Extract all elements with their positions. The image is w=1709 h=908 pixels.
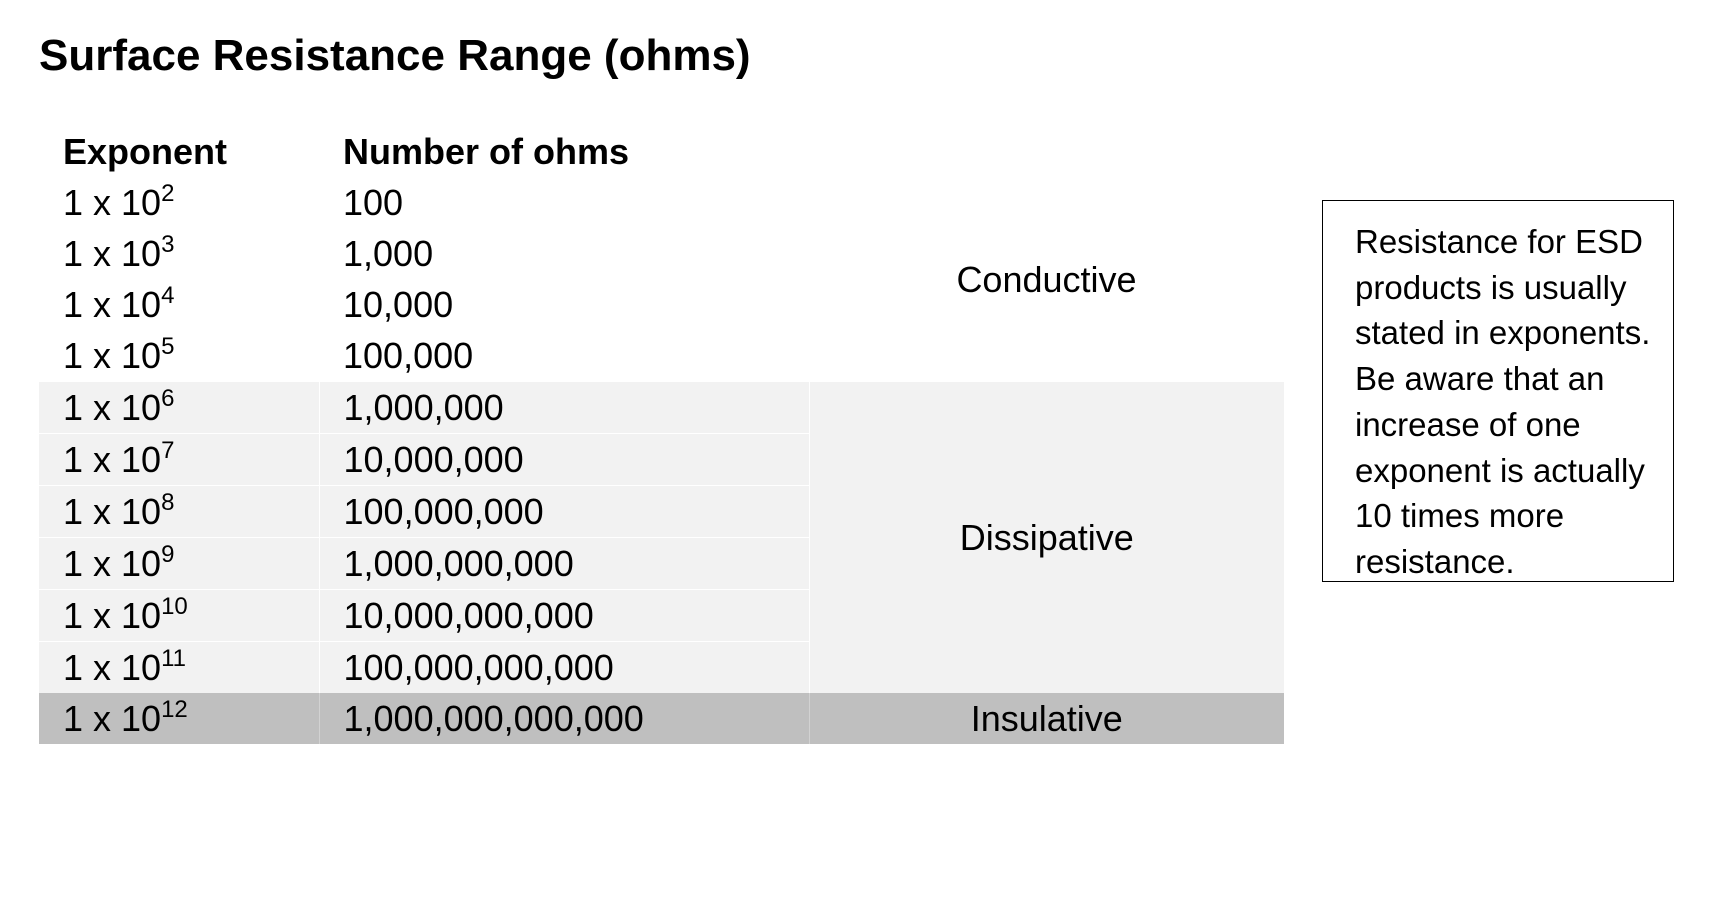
ohms-cell: 1,000,000,000,000 xyxy=(319,693,809,744)
ohms-cell: 100,000,000 xyxy=(319,486,809,538)
exponent-power: 12 xyxy=(161,696,188,723)
exponent-cell: 1 x $10^5$ xyxy=(63,333,175,376)
exponent-power: 6 xyxy=(161,385,175,412)
exponent-power: 3 xyxy=(161,231,175,258)
note-line: Resistance for ESD xyxy=(1355,223,1643,260)
exponent-cell: 1 x $10^4$ xyxy=(63,282,175,325)
note-line: products is usually xyxy=(1355,268,1627,306)
exponent-cell: 1 x $10^8$ xyxy=(39,486,319,538)
category-insulative: Insulative xyxy=(809,693,1284,744)
ohms-column-header: Number of ohms xyxy=(343,131,630,172)
ohms-cell: 1,000,000,000 xyxy=(319,538,809,590)
note-line: Be aware that an xyxy=(1355,360,1605,398)
exponent-power: 7 xyxy=(161,437,175,464)
exponent-power: 2 xyxy=(161,180,175,207)
exponent-cell: 1 x $10^9$ xyxy=(39,538,319,590)
classification-column-header xyxy=(809,126,1284,177)
ohms-cell: 1,000 xyxy=(343,233,434,274)
note-line: exponent is actually xyxy=(1355,451,1645,489)
exponent-power: 8 xyxy=(161,489,175,516)
ohms-cell: 10,000,000,000 xyxy=(319,590,809,642)
exponent-column-header: Exponent xyxy=(63,131,228,172)
exponent-note-box xyxy=(1322,200,1674,582)
table-row xyxy=(39,177,1284,228)
exponent-power: 10 xyxy=(161,593,188,620)
exponent-power: 5 xyxy=(161,333,175,360)
exponent-cell: 1 x $10^3$ xyxy=(63,231,175,274)
exponent-cell: 1 x $10^{12}$ xyxy=(39,693,319,744)
exponent-cell: 1 x $10^{11}$ xyxy=(39,642,319,694)
table-header-row xyxy=(39,126,1284,177)
table-row xyxy=(39,382,1284,434)
exponent-cell: 1 x $10^7$ xyxy=(39,434,319,486)
note-line: increase of one xyxy=(1355,405,1581,443)
note-line: 10 times more xyxy=(1355,497,1565,535)
exponent-cell: 1 x $10^6$ xyxy=(39,382,319,434)
ohms-cell: 1,000,000 xyxy=(319,382,809,434)
page-title: Surface Resistance Range (ohms) xyxy=(39,31,751,80)
exponent-power: 11 xyxy=(161,645,186,672)
ohms-cell: 100 xyxy=(343,182,404,223)
ohms-cell: 100,000,000,000 xyxy=(319,642,809,694)
exponent-power: 4 xyxy=(161,282,175,309)
ohms-cell: 10,000,000 xyxy=(319,434,809,486)
table-row xyxy=(39,693,1284,744)
ohms-cell: 10,000 xyxy=(343,284,454,325)
exponent-power: 9 xyxy=(161,541,175,568)
category-conductive: Conductive xyxy=(956,258,1137,300)
ohms-cell: 100,000 xyxy=(343,335,474,376)
category-dissipative: Dissipative xyxy=(809,382,1284,694)
exponent-cell: 1 x $10^2$ xyxy=(63,180,175,223)
resistance-range-table xyxy=(39,126,1284,744)
note-line: stated in exponents. xyxy=(1355,314,1651,352)
note-line: resistance. xyxy=(1355,542,1515,580)
exponent-cell: 1 x $10^{10}$ xyxy=(39,590,319,642)
